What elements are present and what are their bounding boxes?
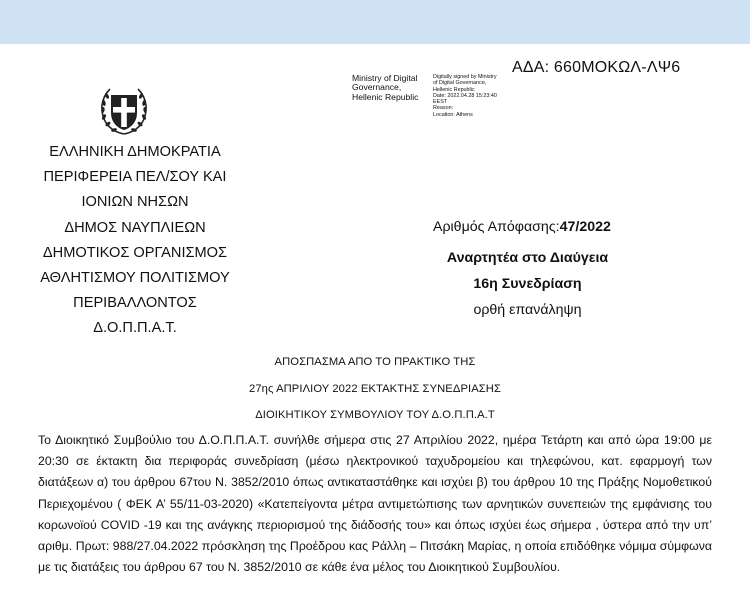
issuing-authority bbox=[20, 140, 250, 342]
hellenic-republic-emblem-icon bbox=[98, 85, 150, 137]
authority-line: ΠΕΡΙΦΕΡΕΙΑ ΠΕΛ/ΣΟΥ ΚΑΙ bbox=[43, 169, 227, 186]
ada-code: ΑΔΑ: 660ΜΟΚΩΛ-ΛΨ6 bbox=[512, 59, 681, 76]
signature-detail-line: Hellenic Republic bbox=[433, 86, 475, 93]
authority-line: ΔΗΜΟΤΙΚΟΣ ΟΡΓΑΝΙΣΜΟΣ bbox=[42, 244, 228, 261]
signature-issuer-line: Governance, bbox=[352, 82, 402, 93]
authority-line: ΑΘΛΗΤΙΣΜΟΥ ΠΟΛΙΤΙΣΜΟΥ bbox=[40, 270, 230, 287]
signature-detail-line: Digitally signed by Ministry bbox=[433, 74, 497, 80]
authority-line: ΠΕΡΙΒΑΛΛΟΝΤΟΣ bbox=[73, 295, 197, 312]
signature-detail-line: EEST bbox=[433, 99, 448, 106]
authority-line: Δ.Ο.Π.Π.Α.Τ. bbox=[93, 320, 177, 337]
decision-info bbox=[400, 245, 655, 323]
heading-line: 27ης ΑΠΡΙΛΙΟΥ 2022 ΕΚΤΑΚΤΗΣ ΣΥΝΕΔΡΙΑΣΗΣ bbox=[249, 382, 501, 395]
correction-label: ορθή επανάληψη bbox=[473, 302, 582, 318]
decision-number-label: Αριθμός Απόφασης: bbox=[433, 219, 560, 235]
signature-issuer-line: Hellenic Republic bbox=[352, 91, 419, 102]
signature-issuer bbox=[352, 74, 418, 102]
signature-detail-line: Location: Athens bbox=[433, 111, 473, 118]
signature-details bbox=[433, 74, 497, 118]
top-bar bbox=[0, 0, 750, 44]
signature-issuer-line: Ministry of Digital bbox=[352, 73, 418, 83]
extract-heading bbox=[0, 349, 750, 429]
authority-line: ΕΛΛΗΝΙΚΗ ΔΗΜΟΚΡΑΤΙΑ bbox=[49, 144, 221, 160]
signature-detail-line: Reason: bbox=[433, 105, 454, 112]
post-to-diavgeia-label: Αναρτητέα στο Διαύγεια bbox=[446, 250, 609, 266]
authority-line: ΙΟΝΙΩΝ ΝΗΣΩΝ bbox=[81, 194, 189, 211]
authority-line: ΔΗΜΟΣ ΝΑΥΠΛΙΕΩΝ bbox=[64, 219, 206, 236]
body-paragraph: Το Διοικητικό Συμβούλιο του Δ.Ο.Π.Π.Α.Τ. συνήλθε σήμερα στις 27 Απριλίου 2022, ημέρα Τετάρτη και από ώρα 19:00 με 20:30 σε έκτακτη δια περιφοράς συνεδρίαση (μέσω ηλεκτρονικού ταχυδρομείου και τηλεφώνου, κατ. εφαρμογή των διατάξεων α) του άρθρου 67του Ν. 3852/2010 όπως αντικαταστάθηκε και ισχύει β) του άρθρου 10 της Πράξης Νομοθετικού Περιεχομένου ( ΦΕΚ Α’ 55/11-03-2020) «Κατεπείγοντα μέτρα αντιμετώπισης των αρνητικών συνεπειών της εμφάνισης του κορωνοϊού COVID -19 και της ανάγκης περιορισμού της διάδοσής του» και όπως ισχύει έως σήμερα , ύστερα από την υπ’ αριθμ. Πρωτ: 988/27.04.2022 πρόσκληση της Προέδρου κας Ράλλη – Πιτσάκη Μαρίας, η οποία επιδόθηκε νόμιμα σύμφωνα με τις διατάξεις του άρθρου 67 του Ν. 3852/2010 σε κάθε ένα μέλος του Διοικητικού Συμβουλίου. bbox=[38, 433, 712, 575]
decision-number bbox=[433, 219, 611, 235]
signature-detail-line: Date: 2022.04.28 15:23:40 bbox=[433, 92, 497, 99]
session-label: 16η Συνεδρίαση bbox=[473, 276, 582, 292]
heading-line: ΑΠΟΣΠΑΣΜΑ ΑΠΟ ΤΟ ΠΡΑΚΤΙΚΟ ΤΗΣ bbox=[274, 356, 476, 368]
heading-line: ΔΙΟΙΚΗΤΙΚΟΥ ΣΥΜΒΟΥΛΙΟΥ ΤΟΥ Δ.Ο.Π.Π.Α.Τ bbox=[255, 409, 495, 421]
signature-detail-line: of Digital Governance, bbox=[433, 80, 487, 87]
decision-number-value: 47/2022 bbox=[559, 219, 611, 235]
